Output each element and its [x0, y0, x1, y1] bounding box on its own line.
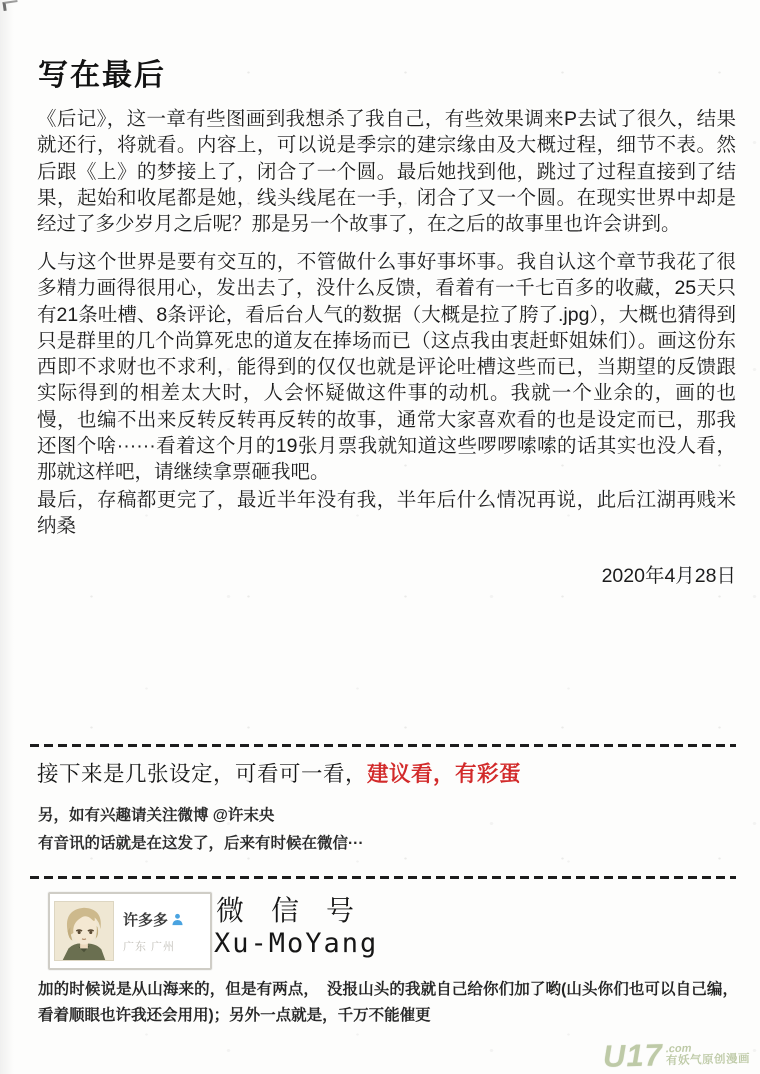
afterword-paragraph-2: 人与这个世界是要有交互的，不管做什么事好事坏事。我自认这个章节我花了很多精力画得很用心，发出去了，没什么反馈，看着有一千七百多的收藏，25天只有21条吐槽、8条评论，看后台人气的数据（大概是拉了胯了.jpg），大概也猜得到只是群里的几个尚算死忠的道友在捧场而已（这点我由衷赶虾姐妹们）。画这份东西即不求财也不求利，能得到的仅仅也就是评论吐槽这些而已，当期望的反馈跟实际得到的相差太大时，人会怀疑做这件事的动机。我就一个业余的，画的也慢，也编不出来反转反转再反转的故事，通常大家喜欢看的也是设定而已，那我还图个啥······看着这个月的19张月票我就知道这些啰啰嗦嗦的话其实也没人看，那就这样吧，请继续拿票砸我吧。: [37, 251, 736, 484]
wechat-profile-card: [48, 892, 212, 970]
weibo-note-line-2: 有音讯的话就是在这发了，后来有时候在微信···: [38, 834, 364, 852]
dashed-divider-top: [30, 744, 736, 747]
watermark-tagline: 有妖气原创漫画: [666, 1053, 751, 1068]
watermark: [603, 1037, 751, 1072]
scan-corner-artifact: [2, 0, 18, 11]
user-location: 广东 广州: [123, 940, 176, 953]
wechat-card-info: [123, 909, 184, 954]
setting-note-text: 接下来是几张设定，可看可一看，: [37, 762, 368, 786]
footer-note: 加的时候说是从山海来的，但是有两点， 没报山头的我就自己给你们加了哟(山头你们也可以自己编，看着顺眼也许我还会用用)；另外一点就是，千万不能催更: [38, 981, 738, 1024]
user-name: 许多多: [123, 911, 169, 929]
afterword-paragraph-1: 《后记》，这一章有些图画到我想杀了我自己，有些效果调来P去试了很久，结果就还行，将就看。内容上，可以说是季宗的建宗缘由及大概过程，细节不表。然后跟《上》的梦接上了，闭合了一个圆。最后她找到他，跳过了过程直接到了结果，起始和收尾都是她，线头线尾在一手，闭合了又一个圆。在现实世界中却是经过了多少岁月之后呢？那是另一个故事了，在之后的故事里也许会讲到。: [37, 108, 736, 236]
watermark-domain: .com: [665, 1042, 692, 1056]
weibo-note-line-1: 另，如有兴趣请关注微博 @许末央: [38, 807, 275, 824]
wechat-id: Xu-MoYang: [214, 928, 379, 959]
page-title: 写在最后: [38, 59, 166, 92]
setting-note: [37, 757, 737, 788]
afterword-paragraph-3: 最后，存稿都更完了，最近半年没有我，半年后什么情况再说，此后江湖再贱米纳桑: [37, 489, 736, 538]
weibo-note: [38, 802, 728, 857]
date-text: 2020年4月28日: [601, 565, 736, 587]
wechat-label: 微信号: [216, 895, 382, 926]
avatar-illustration: [55, 902, 113, 960]
person-icon: [171, 913, 184, 926]
dashed-divider-bottom: [30, 876, 736, 879]
setting-note-highlight: 建议看，有彩蛋: [367, 762, 522, 786]
avatar: [54, 901, 114, 961]
u17-logo-text: U17: [602, 1037, 664, 1074]
